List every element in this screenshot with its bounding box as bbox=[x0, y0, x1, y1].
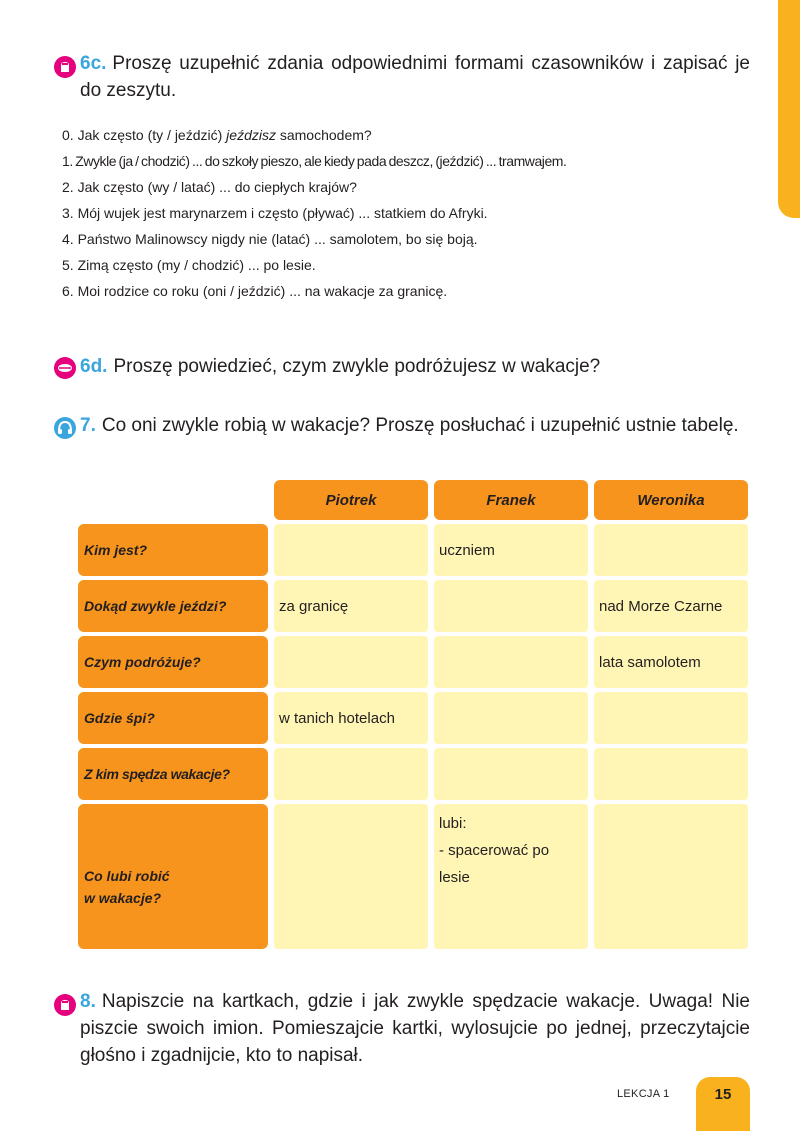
table-cell bbox=[594, 692, 748, 744]
listen-headphones-icon bbox=[54, 417, 76, 439]
exercise-6c-heading bbox=[80, 50, 750, 104]
table-cell bbox=[434, 580, 588, 632]
exercise-6c-sentences bbox=[62, 122, 752, 304]
exercise-instruction: Proszę powiedzieć, czym zwykle podróżujesz w wakacje? bbox=[113, 356, 601, 377]
row-label-line: w wakacje? bbox=[84, 889, 162, 906]
lesson-label: LEKCJA 1 bbox=[617, 1088, 670, 1100]
cell-line: lesie bbox=[439, 869, 470, 886]
sentence-2: 2. Jak często (wy / latać) ... do ciepłych krajów? bbox=[62, 179, 357, 195]
exercise-8-heading bbox=[80, 988, 750, 1069]
table-cell: lata samolotem bbox=[594, 636, 748, 688]
page-number: 15 bbox=[696, 1077, 750, 1131]
table-cell bbox=[594, 524, 748, 576]
exercise-number: 8. bbox=[80, 991, 96, 1012]
cell-line: - spacerować po bbox=[439, 842, 550, 859]
table-cell bbox=[274, 636, 428, 688]
row-label-kim-jest: Kim jest? bbox=[78, 524, 268, 576]
table-cell bbox=[274, 524, 428, 576]
exercise-number: 7. bbox=[80, 415, 96, 436]
sentence-text: samochodem? bbox=[275, 127, 372, 143]
table-cell bbox=[274, 804, 428, 949]
table-cell: nad Morze Czarne bbox=[594, 580, 748, 632]
table-cell bbox=[594, 748, 748, 800]
exercise-instruction: Co oni zwykle robią w wakacje? Proszę posłuchać i uzupełnić ustnie tabelę. bbox=[101, 415, 739, 436]
row-label-dokad-jezdzi: Dokąd zwykle jeździ? bbox=[78, 580, 268, 632]
sentence-3: 3. Mój wujek jest marynarzem i często (pływać) ... statkiem do Afryki. bbox=[62, 205, 488, 221]
table-cell: za granicę bbox=[274, 580, 428, 632]
column-header-franek: Franek bbox=[434, 480, 588, 520]
table-cell bbox=[434, 748, 588, 800]
sentence-5: 5. Zimą często (my / chodzić) ... po lesie. bbox=[62, 257, 316, 273]
row-label-co-lubi-robic bbox=[78, 804, 268, 949]
cell-line: lubi: bbox=[439, 815, 467, 832]
table-cell bbox=[594, 804, 748, 949]
row-label-czym-podrozuje: Czym podróżuje? bbox=[78, 636, 268, 688]
row-label-line: Co lubi robić bbox=[84, 867, 170, 884]
table-cell bbox=[434, 804, 588, 949]
write-hand-icon bbox=[54, 56, 76, 78]
exercise-instruction: Napiszcie na kartkach, gdzie i jak zwykle spędzacie wakacje. Uwaga! Nie piszcie swoich imion. Pomieszajcie kartki, wylosujcie po jednej, przeczytajcie głośno i zgadnijcie, kto to napisał. bbox=[80, 991, 750, 1066]
row-label-z-kim: Z kim spędza wakacje? bbox=[78, 748, 268, 800]
table-cell bbox=[434, 636, 588, 688]
table-cell bbox=[434, 692, 588, 744]
chapter-side-tab bbox=[778, 0, 800, 218]
column-header-weronika: Weronika bbox=[594, 480, 748, 520]
row-label-gdzie-spi: Gdzie śpi? bbox=[78, 692, 268, 744]
sentence-6: 6. Moi rodzice co roku (oni / jeździć) ... na wakacje za granicę. bbox=[62, 283, 448, 299]
table-cell: uczniem bbox=[434, 524, 588, 576]
sentence-text: 0. Jak często (ty / jeździć) bbox=[62, 127, 227, 143]
exercise-instruction: Proszę uzupełnić zdania odpowiednimi formami czasowników i zapisać je do zeszytu. bbox=[80, 53, 750, 101]
column-header-piotrek: Piotrek bbox=[274, 480, 428, 520]
exercise-7-heading bbox=[80, 412, 750, 439]
exercise-6d-heading bbox=[80, 353, 750, 380]
sentence-4: 4. Państwo Malinowscy nigdy nie (latać) ... samolotem, bo się boją. bbox=[62, 231, 478, 247]
speak-mouth-icon bbox=[54, 357, 76, 379]
write-hand-icon bbox=[54, 994, 76, 1016]
table-cell: w tanich hotelach bbox=[274, 692, 428, 744]
sentence-1: 1. Zwykle (ja / chodzić) ... do szkoły pieszo, ale kiedy pada deszcz, (jeździć) ... tramwajem. bbox=[62, 153, 567, 169]
table-cell bbox=[274, 748, 428, 800]
sentence-0 bbox=[62, 122, 752, 148]
example-answer: jeździsz bbox=[226, 127, 276, 143]
exercise-number: 6d. bbox=[80, 356, 108, 377]
exercise-number: 6c. bbox=[80, 53, 107, 74]
